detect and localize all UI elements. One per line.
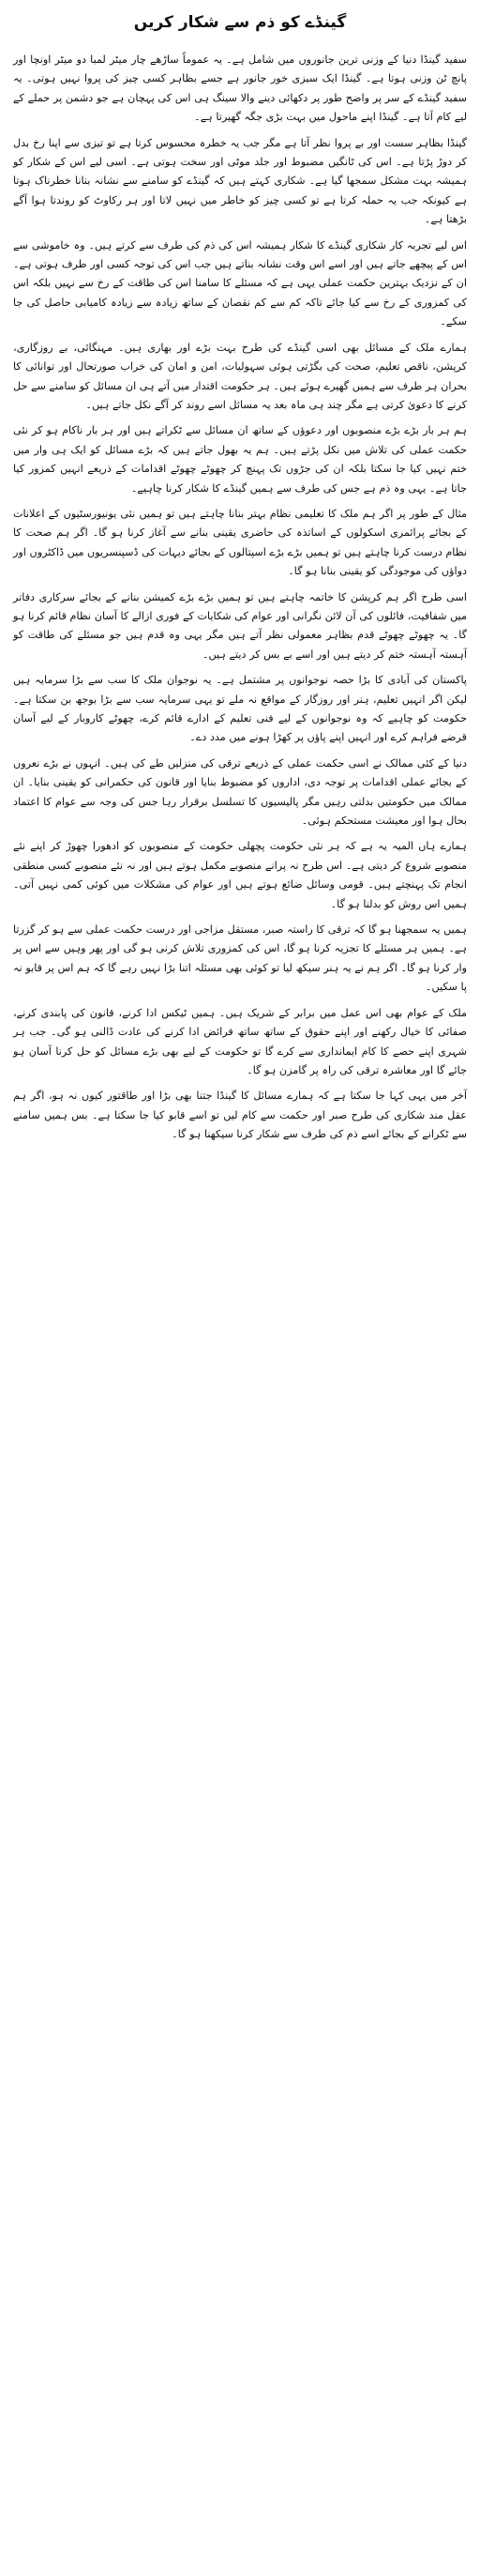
article-body xyxy=(13,51,467,1145)
article-paragraph: مثال کے طور پر اگر ہم ملک کا تعلیمی نظام بہتر بنانا چاہتے ہیں تو ہمیں نئی یونیورسٹیوں کے اعلانات کے بجائے پرائمری اسکولوں کے اساتذہ کی حاضری یقینی بنانے سے آغاز کرنا ہو گا۔ اگر ہم صحت کا نظام درست کرنا چاہتے ہیں تو ہمیں بڑے بڑے اسپتالوں کے بجائے دیہات کی ڈسپنسریوں میں ڈاکٹروں اور دواؤں کی موجودگی کو یقینی بنانا ہو گا۔ xyxy=(13,507,467,578)
article-paragraph: دنیا کے کئی ممالک نے اسی حکمت عملی کے ذریعے ترقی کی منزلیں طے کی ہیں۔ انہوں نے بڑے نعروں کے بجائے عملی اقدامات پر توجہ دی، اداروں کو مضبوط بنایا اور قانون کی حکمرانی کو یقینی بنایا۔ ان ممالک میں حکومتیں بدلتی رہیں مگر پالیسیوں کا تسلسل برقرار رہا جس کی وجہ سے عوام کا اعتماد بحال ہوا اور معیشت مستحکم ہوئی۔ xyxy=(13,756,467,828)
article-paragraph: پاکستان کی آبادی کا بڑا حصہ نوجوانوں پر مشتمل ہے۔ یہ نوجوان ملک کا سب سے بڑا سرمایہ ہیں لیکن اگر انہیں تعلیم، ہنر اور روزگار کے مواقع نہ ملے تو یہی سرمایہ سب سے بڑا بوجھ بن سکتا ہے۔ حکومت کو چاہیے کہ وہ نوجوانوں کے لیے فنی تعلیم کے ادارے قائم کرے، چھوٹے کاروبار کے لیے آسان قرضے فراہم کرے اور انہیں اپنے پاؤں پر کھڑا ہونے میں مدد دے۔ xyxy=(13,674,467,744)
article-paragraph: آخر میں یہی کہا جا سکتا ہے کہ ہمارے مسائل کا گینڈا جتنا بھی بڑا اور طاقتور کیوں نہ ہو، اگر ہم عقل مند شکاری کی طرح صبر اور حکمت سے کام لیں تو اسے قابو کیا جا سکتا ہے۔ بس ہمیں سامنے سے ٹکرانے کے بجائے اسے ذم کی طرف سے شکار کرنا سیکھنا ہو گا۔ xyxy=(13,1090,467,1141)
article-paragraph: ہمیں یہ سمجھنا ہو گا کہ ترقی کا راستہ صبر، مستقل مزاجی اور درست حکمت عملی سے ہو کر گزرتا ہے۔ ہمیں ہر مسئلے کا تجزیہ کرنا ہو گا، اس کی کمزوری تلاش کرنی ہو گی اور پھر وہیں سے اس پر وار کرنا ہو گا۔ اگر ہم نے یہ ہنر سیکھ لیا تو کوئی بھی مسئلہ اتنا بڑا نہیں رہے گا کہ ہم اس پر قابو نہ پا سکیں۔ xyxy=(13,923,467,994)
article-paragraph: اسی طرح اگر ہم کرپشن کا خاتمہ چاہتے ہیں تو ہمیں بڑے بڑے کمیشن بنانے کے بجائے سرکاری دفاتر میں شفافیت، فائلوں کی آن لائن نگرانی اور عوام کی شکایات کے فوری ازالے کا آسان نظام قائم کرنا ہو گا۔ یہ چھوٹے چھوٹے قدم بظاہر معمولی نظر آتے ہیں مگر یہی وہ قدم ہیں جو مسئلے کی طاقت کو آہستہ آہستہ ختم کر دیتے ہیں اور اسے بے بس کر دیتے ہیں۔ xyxy=(13,590,467,661)
article-paragraph: سفید گینڈا دنیا کے وزنی ترین جانوروں میں شامل ہے۔ یہ عموماً ساڑھے چار میٹر لمبا دو میٹر اونچا اور پانچ ٹن وزنی ہوتا ہے۔ گینڈا ایک سبزی خور جانور ہے جسے بظاہر کسی چیز کی پروا نہیں ہوتی۔ یہ سفید گینڈے کے سر پر واضح طور پر دکھائی دینے والا سینگ ہی اس کی پہچان ہے جو دشمن پر حملے کے لیے کام آتا ہے۔ گینڈا اپنے ماحول میں بہت بڑی جگہ گھیرتا ہے۔ xyxy=(13,53,467,124)
article-paragraph: ملک کے عوام بھی اس عمل میں برابر کے شریک ہیں۔ ہمیں ٹیکس ادا کرنے، قانون کی پابندی کرنے، صفائی کا خیال رکھنے اور اپنے حقوق کے ساتھ ساتھ فرائض ادا کرنے کی عادت ڈالنی ہو گی۔ جب ہر شہری اپنے حصے کا کام ایمانداری سے کرے گا تو حکومت کے لیے بھی بڑے مسائل کو حل کرنا آسان ہو جائے گا اور معاشرہ ترقی کی راہ پر گامزن ہو گا۔ xyxy=(13,1006,467,1076)
article-paragraph: ہم ہر بار بڑے بڑے منصوبوں اور دعوؤں کے ساتھ ان مسائل سے ٹکراتے ہیں اور ہر بار ناکام ہو کر نئی حکمت عملی کی تلاش میں نکل پڑتے ہیں۔ ہم یہ بھول جاتے ہیں کہ بڑے مسائل کو ایک ہی وار میں ختم نہیں کیا جا سکتا بلکہ ان کی جڑوں تک پہنچ کر چھوٹے چھوٹے اقدامات کے ذریعے انہیں کمزور کیا جاتا ہے۔ یہی وہ ذم ہے جس کی طرف سے ہمیں گینڈے کا شکار کرنا چاہیے۔ xyxy=(13,424,467,495)
article-paragraph: ہمارے ہاں المیہ یہ ہے کہ ہر نئی حکومت پچھلی حکومت کے منصوبوں کو ادھورا چھوڑ کر اپنے نئے منصوبے شروع کر دیتی ہے۔ اس طرح نہ پرانے منصوبے مکمل ہوتے ہیں اور نہ نئے منصوبے کسی منطقی انجام تک پہنچتے ہیں۔ قومی وسائل ضائع ہوتے ہیں اور عوام کی مشکلات میں کوئی کمی نہیں آتی۔ ہمیں اس روش کو بدلنا ہو گا۔ xyxy=(13,840,467,910)
article-paragraph: اس لیے تجربہ کار شکاری گینڈے کا شکار ہمیشہ اس کی ذم کی طرف سے کرتے ہیں۔ وہ خاموشی سے اس کے پیچھے جاتے ہیں اور اسے اس وقت نشانہ بناتے ہیں جب اس کی توجہ کسی اور طرف ہوتی ہے۔ ان کے نزدیک بہترین حکمت عملی یہی ہے کہ مسئلے کا سامنا اس کی طاقت کے رخ سے نہیں بلکہ اس کی کمزوری کے رخ سے کیا جائے تاکہ کم سے کم نقصان کے ساتھ زیادہ سے زیادہ کامیابی حاصل کی جا سکے۔ xyxy=(13,238,467,328)
article-headline: گینڈے کو ذم سے شکار کریں xyxy=(133,13,347,32)
article-paragraph: ہمارے ملک کے مسائل بھی اسی گینڈے کی طرح بہت بڑے اور بھاری ہیں۔ مہنگائی، بے روزگاری، کرپشن، ناقص تعلیم، صحت کی بگڑتی ہوئی سہولیات، امن و امان کی خراب صورتحال اور توانائی کا بحران ہر طرف سے ہمیں گھیرے ہوئے ہیں۔ ہر حکومت اقتدار میں آتے ہی ان مسائل کو سامنے سے حل کرنے کا دعویٰ کرتی ہے مگر چند ہی ماہ بعد یہ مسائل اسے روند کر آگے نکل جاتے ہیں۔ xyxy=(13,341,467,411)
article-paragraph: گینڈا بظاہر سست اور بے پروا نظر آتا ہے مگر جب یہ خطرہ محسوس کرتا ہے تو تیزی سے اپنا رخ بدل کر دوڑ پڑتا ہے۔ اس کی ٹانگیں مضبوط اور جلد موٹی اور سخت ہوتی ہے۔ اسی لیے اس کے شکار کو ہمیشہ بہت مشکل سمجھا گیا ہے۔ شکاری کہتے ہیں کہ گینڈے کو سامنے سے نشانہ بنانا خطرناک ہوتا ہے کیونکہ جب یہ حملہ کرتا ہے تو کسی چیز کو خاطر میں نہیں لاتا اور ہر رکاوٹ کو روندتا ہوا آگے بڑھتا ہے۔ xyxy=(13,136,467,226)
